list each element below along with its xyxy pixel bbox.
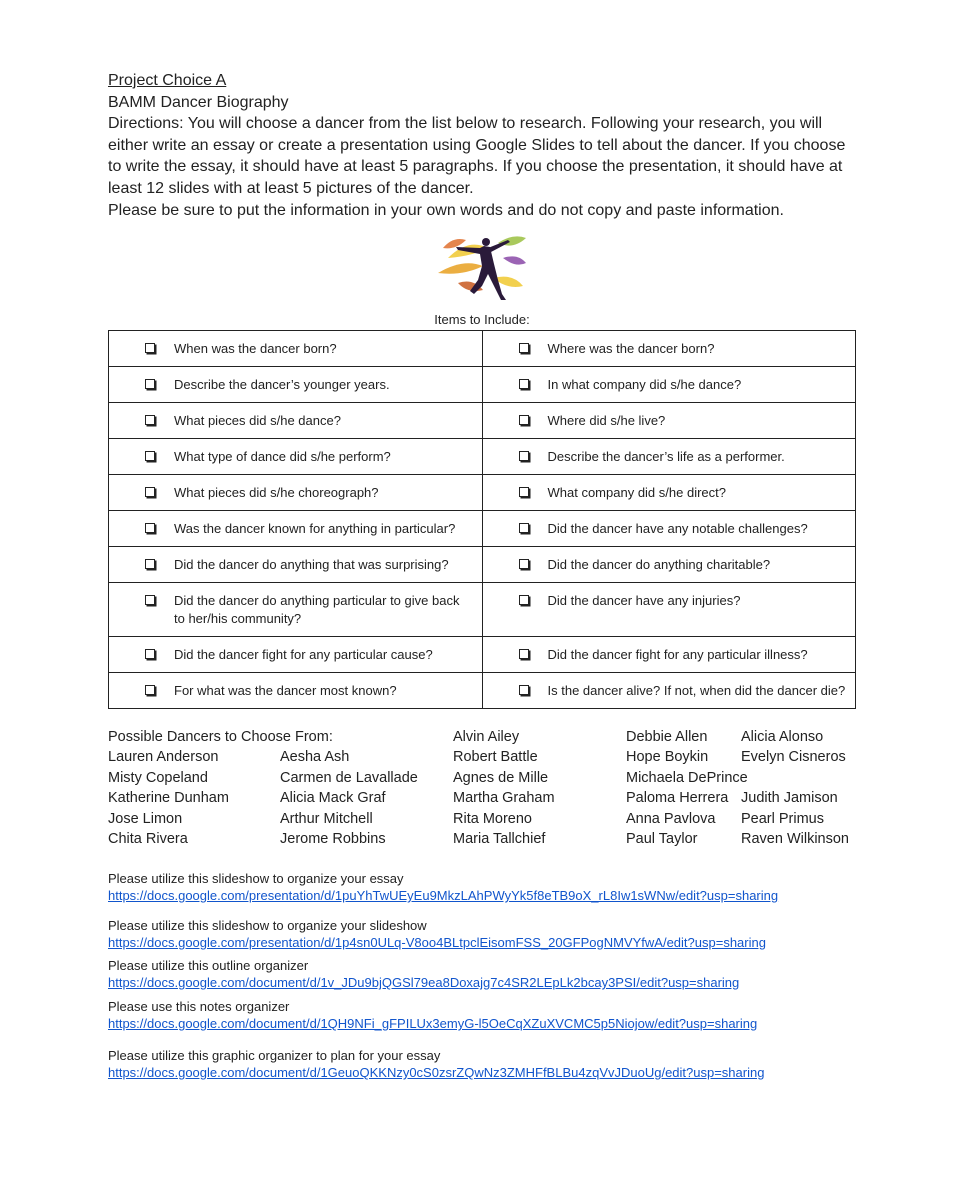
checkbox-icon — [519, 649, 529, 659]
resource-text: Please utilize this outline organizer — [108, 958, 309, 973]
item-cell — [482, 403, 856, 439]
dancer-name: Carmen de Lavallade — [280, 769, 418, 786]
item-cell — [109, 637, 483, 673]
dancer-name: Michaela DePrince — [626, 769, 748, 786]
item-question: Did the dancer do anything particular to give back to her/his community? — [174, 593, 460, 626]
dancer-name: Chita Rivera — [108, 830, 188, 847]
items-row — [109, 583, 856, 637]
items-table — [108, 330, 856, 709]
checkbox-icon — [145, 649, 155, 659]
checkbox-icon — [519, 487, 529, 497]
checkbox-icon — [145, 379, 155, 389]
checkbox-icon — [145, 559, 155, 569]
items-row — [109, 475, 856, 511]
item-cell — [109, 583, 483, 637]
resource-text: Please use this notes organizer — [108, 999, 290, 1014]
resource-link[interactable]: https://docs.google.com/document/d/1GeuoQKKNzy0cS0zsrZQwNz3ZMHFfBLBu4zqVvJDuoUg/edit?usp=sharing — [108, 1065, 765, 1080]
dancer-name: Rita Moreno — [453, 810, 532, 827]
dancer-name: Paul Taylor — [626, 830, 698, 847]
items-row — [109, 439, 856, 475]
dancer-name: Debbie Allen — [626, 729, 708, 745]
item-cell — [482, 367, 856, 403]
item-question: What company did s/he direct? — [547, 485, 726, 500]
dancer-name: Aesha Ash — [280, 749, 350, 766]
items-row — [109, 511, 856, 547]
item-question: Was the dancer known for anything in particular? — [174, 521, 456, 536]
item-question: Did the dancer have any notable challenges? — [547, 521, 808, 536]
dancer-name: Alicia Alonso — [741, 729, 824, 745]
note-text: Please be sure to put the information in your own words and do not copy and paste information. — [108, 201, 784, 219]
resource-link[interactable]: https://docs.google.com/presentation/d/1p4sn0ULq-V8oo4BLtpclEisomFSS_20GFPogNMVYfwA/edit?usp=sharing — [108, 935, 766, 950]
item-cell — [482, 439, 856, 475]
items-row — [109, 547, 856, 583]
checkbox-icon — [145, 343, 155, 353]
dancer-name: Alvin Ailey — [453, 729, 520, 745]
checkbox-icon — [519, 523, 529, 533]
dancer-name: Judith Jamison — [741, 790, 838, 807]
item-cell — [482, 583, 856, 637]
dancer-name: Alicia Mack Graf — [280, 790, 386, 807]
item-question: Did the dancer do anything charitable? — [547, 557, 771, 572]
item-question: Describe the dancer’s younger years. — [174, 377, 390, 392]
resource-item — [108, 957, 739, 991]
dancer-name: Jerome Robbins — [280, 830, 386, 847]
resource-link[interactable]: https://docs.google.com/presentation/d/1puYhTwUEyEu9MkzLAhPWyYk5f8eTB9oX_rL8Iw1sWNw/edit?usp=sharing — [108, 888, 779, 903]
items-label: Items to Include: — [434, 312, 530, 327]
dancer-name: Maria Tallchief — [453, 830, 546, 847]
resource-link[interactable]: https://docs.google.com/document/d/1v_JDu9bjQGSl79ea8Doxajg7c4SR2LEpLk2bcay3PSI/edit?usp=sharing — [108, 975, 740, 990]
resource-link[interactable]: https://docs.google.com/document/d/1QH9NFi_gFPILUx3emyG-l5OeCqXZuXVCMC5p5Niojow/edit?usp=sharing — [108, 1016, 758, 1031]
dancer-name: Anna Pavlova — [626, 810, 716, 827]
item-question: Where did s/he live? — [547, 413, 666, 428]
dancer-silhouette-icon — [428, 228, 530, 306]
dancer-name: Arthur Mitchell — [280, 810, 373, 827]
checkbox-icon — [145, 595, 155, 605]
dancer-name: Pearl Primus — [741, 810, 824, 827]
checkbox-icon — [519, 379, 529, 389]
item-question: What pieces did s/he choreograph? — [174, 485, 379, 500]
directions-text: Directions: You will choose a dancer from the list below to research. Following your research, you will either write an essay or create a presentation using Google Slides to tell about the dancer. If you choose to write the essay, it should have at least 5 paragraphs. If you choose the presentation, it should have at least 12 slides with at least 5 pictures of the dancer. — [108, 115, 846, 198]
item-cell — [109, 673, 483, 709]
checkbox-icon — [519, 343, 529, 353]
item-cell — [482, 547, 856, 583]
resource-text: Please utilize this graphic organizer to plan for your essay — [108, 1048, 441, 1063]
dancer-name: Lauren Anderson — [108, 749, 219, 766]
item-question: Did the dancer do anything that was surprising? — [174, 557, 449, 572]
checkbox-icon — [519, 451, 529, 461]
item-question: Did the dancer fight for any particular cause? — [174, 647, 433, 662]
dancer-name: Paloma Herrera — [626, 790, 729, 807]
item-cell — [482, 475, 856, 511]
resource-item — [108, 917, 766, 951]
items-row — [109, 637, 856, 673]
dancer-name: Raven Wilkinson — [741, 830, 849, 847]
item-question: When was the dancer born? — [174, 341, 337, 356]
item-question: What type of dance did s/he perform? — [174, 449, 391, 464]
checkbox-icon — [145, 451, 155, 461]
item-cell — [482, 331, 856, 367]
resource-text: Please utilize this slideshow to organize your slideshow — [108, 918, 427, 933]
items-row — [109, 331, 856, 367]
item-question: What pieces did s/he dance? — [174, 413, 341, 428]
checkbox-icon — [145, 415, 155, 425]
item-cell — [109, 331, 483, 367]
items-row — [109, 367, 856, 403]
item-cell — [109, 475, 483, 511]
dancer-name: Katherine Dunham — [108, 790, 229, 807]
resource-item — [108, 998, 757, 1032]
dancer-name: Evelyn Cisneros — [741, 749, 846, 766]
item-question: Did the dancer fight for any particular illness? — [547, 647, 808, 662]
items-row — [109, 403, 856, 439]
dancer-name: Robert Battle — [453, 749, 538, 766]
dancer-name: Hope Boykin — [626, 749, 709, 766]
resource-item — [108, 870, 778, 904]
item-question: Describe the dancer’s life as a performer. — [547, 449, 785, 464]
checkbox-icon — [519, 415, 529, 425]
page-subtitle: BAMM Dancer Biography — [108, 93, 289, 111]
checkbox-icon — [519, 559, 529, 569]
item-cell — [109, 547, 483, 583]
item-cell — [482, 673, 856, 709]
item-question: Is the dancer alive? If not, when did the dancer die? — [547, 683, 846, 698]
item-cell — [109, 403, 483, 439]
checkbox-icon — [519, 595, 529, 605]
item-cell — [482, 511, 856, 547]
item-cell — [109, 367, 483, 403]
checkbox-icon — [145, 685, 155, 695]
item-cell — [482, 637, 856, 673]
item-question: In what company did s/he dance? — [547, 377, 742, 392]
items-row — [109, 673, 856, 709]
resource-text: Please utilize this slideshow to organize your essay — [108, 871, 404, 886]
checkbox-icon — [519, 685, 529, 695]
item-question: Where was the dancer born? — [547, 341, 715, 356]
page-title: Project Choice A — [108, 72, 227, 89]
checkbox-icon — [145, 487, 155, 497]
item-question: Did the dancer have any injuries? — [547, 593, 741, 608]
dancer-name: Jose Limon — [108, 810, 183, 827]
item-question: For what was the dancer most known? — [174, 683, 397, 698]
checkbox-icon — [145, 523, 155, 533]
item-cell — [109, 439, 483, 475]
resource-item — [108, 1047, 764, 1081]
dancers-label: Possible Dancers to Choose From: — [108, 729, 333, 745]
dancer-name: Agnes de Mille — [453, 769, 549, 786]
dancer-name: Misty Copeland — [108, 769, 208, 786]
document-header — [108, 70, 858, 222]
dancer-name: Martha Graham — [453, 790, 555, 807]
item-cell — [109, 511, 483, 547]
